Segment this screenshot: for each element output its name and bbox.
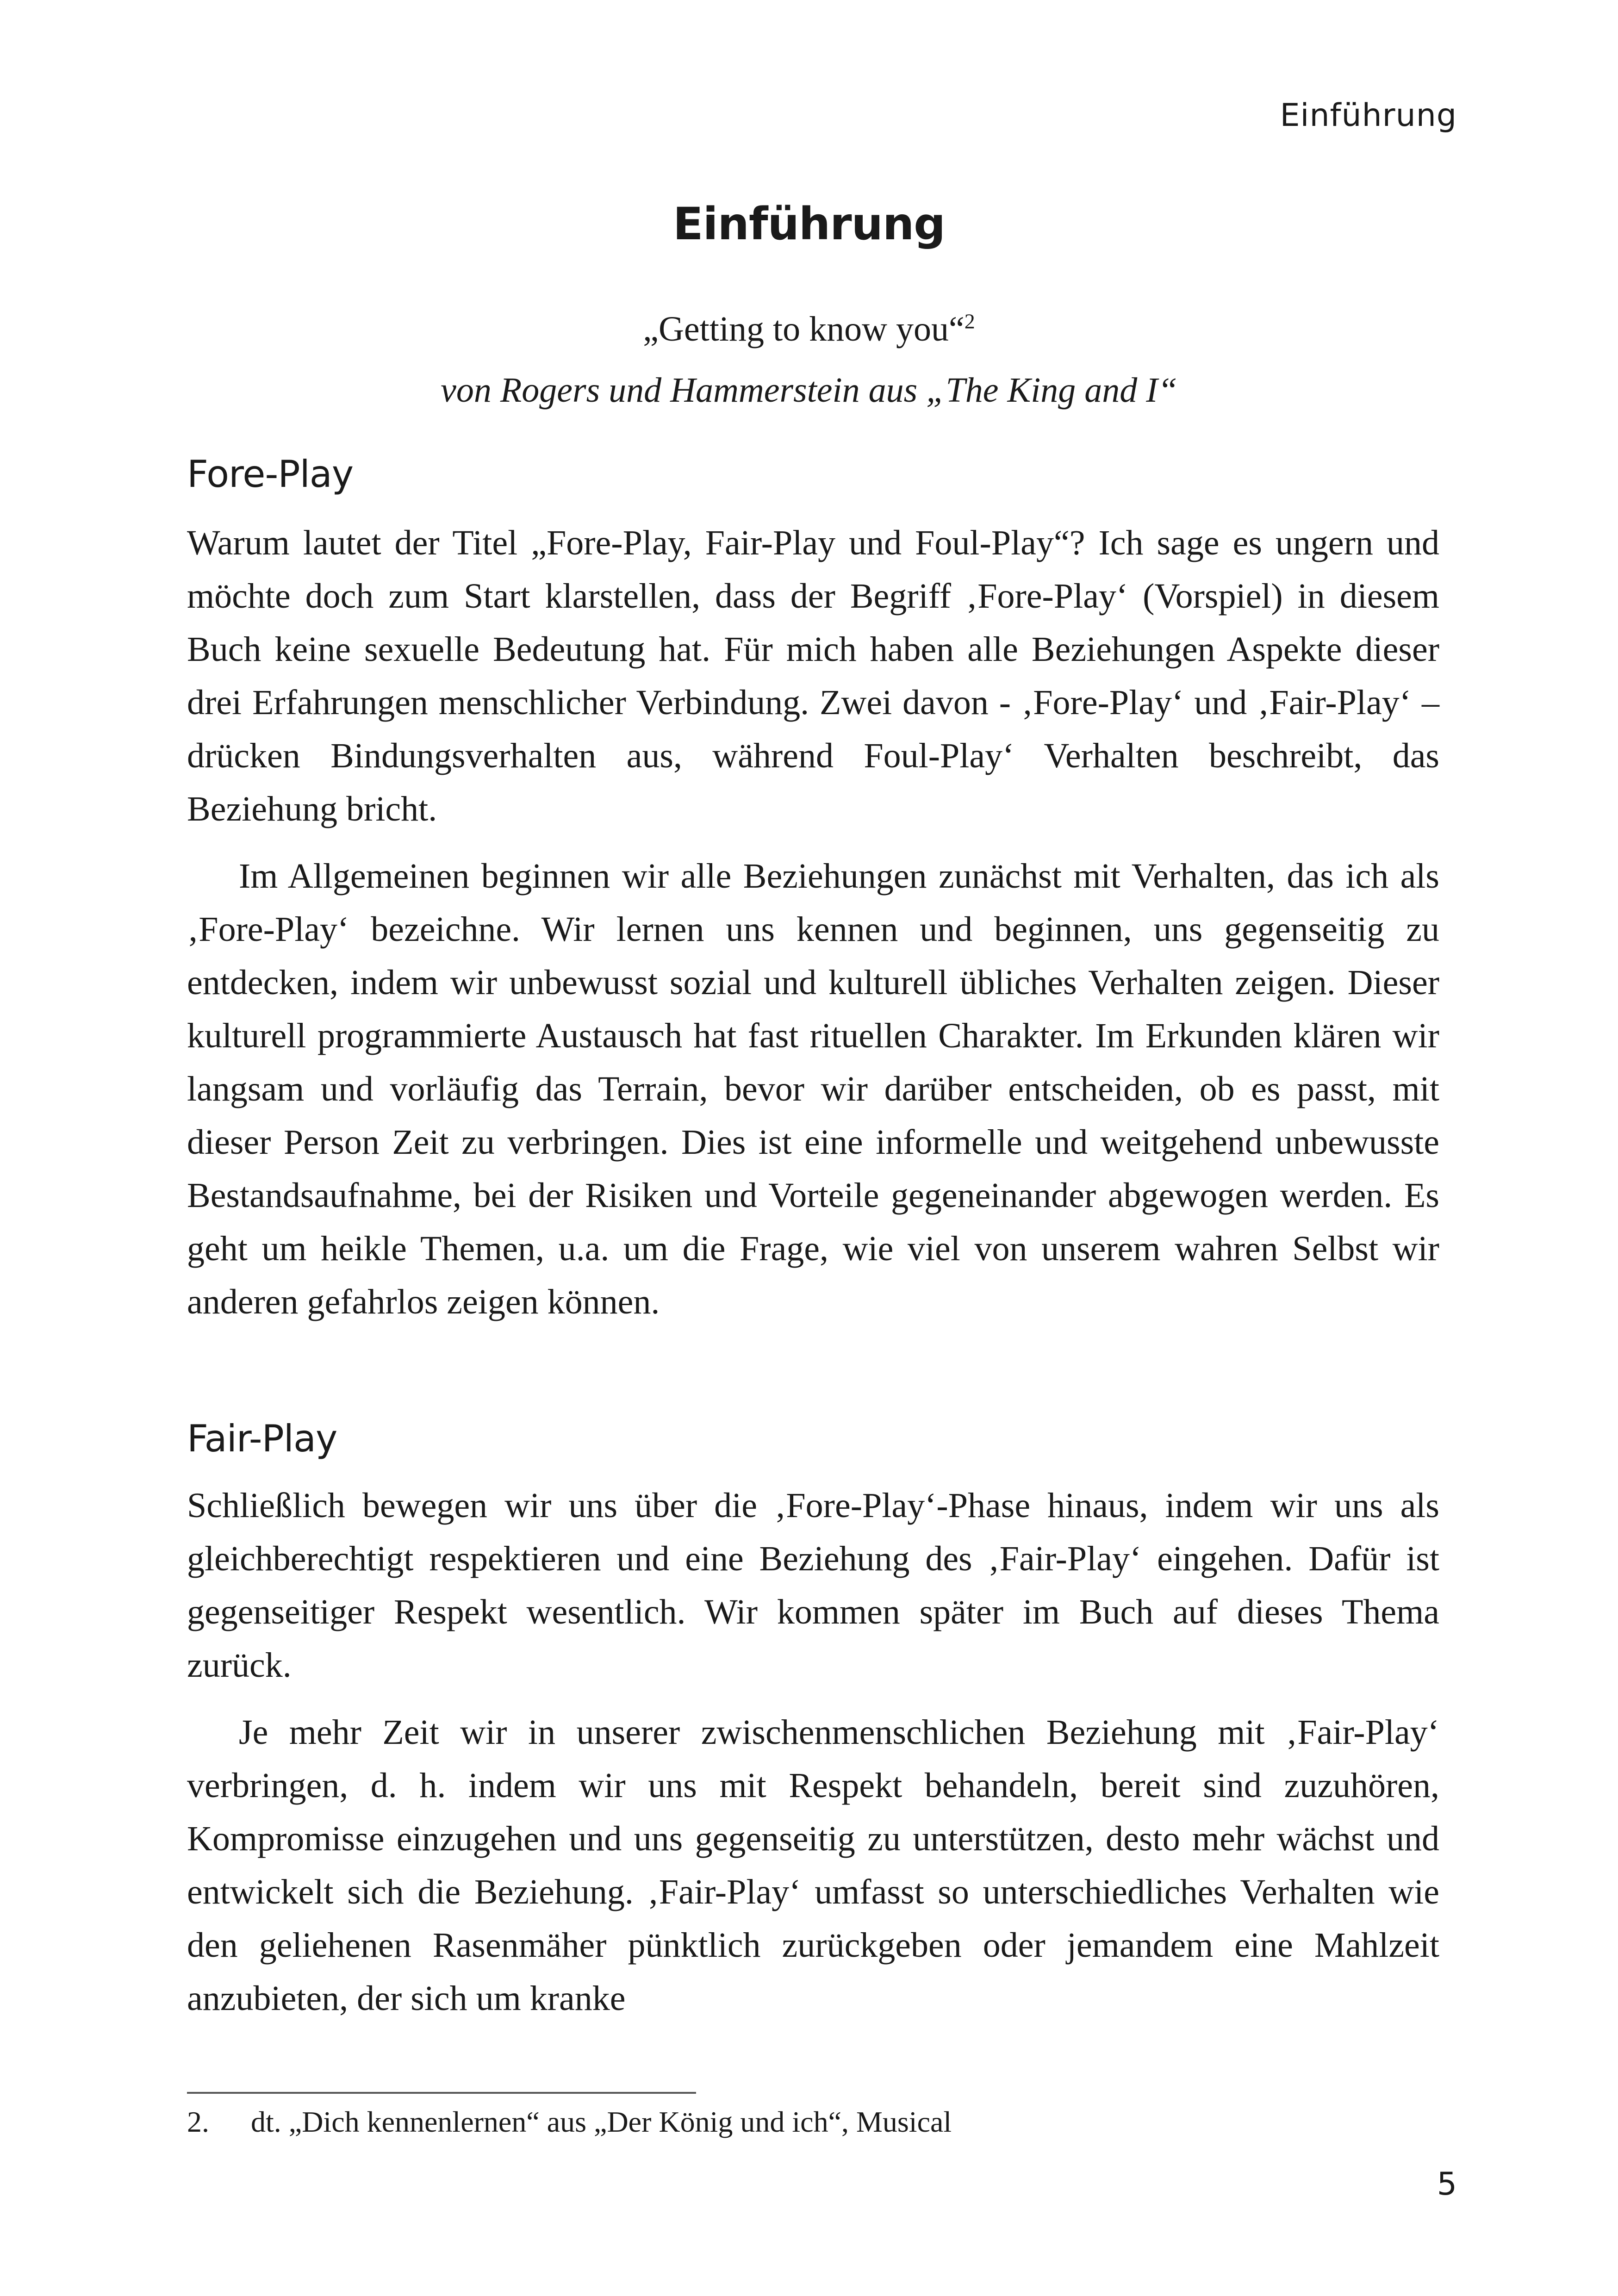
section-heading-fore-play: Fore-Play xyxy=(187,453,354,496)
footnote-divider xyxy=(187,2092,696,2094)
chapter-title: Einführung xyxy=(672,198,946,250)
section-heading-fair-play: Fair-Play xyxy=(187,1417,337,1460)
footnote-text: dt. „Dich kennenlernen“ aus „Der König und ich“, Musical xyxy=(251,2105,952,2138)
running-head: Einführung xyxy=(1280,97,1457,134)
epigraph-quote xyxy=(185,309,1433,349)
epigraph-quote-text: „Getting to know you“ xyxy=(643,310,965,348)
epigraph-attribution: von Rogers und Hammerstein aus „The King and I“ xyxy=(441,371,1177,410)
footnote-number: 2. xyxy=(187,2105,209,2138)
paragraph: Warum lautet der Titel „Fore-Play, Fair-Play und Foul-Play“? Ich sage es ungern und möchte doch zum Start klarstellen, dass der Begriff ‚Fore-Play‘ (Vorspiel) in diesem Buch keine sexuelle Bedeutung hat. Für mich haben alle Beziehungen Aspekte dieser drei Erfahrungen menschlicher Verbindung. Zwei davon - ‚Fore-Play‘ und ‚Fair-Play‘ – drücken Bindungsverhalten aus, während Foul-Play‘ Verhalten beschreibt, das Beziehung bricht. xyxy=(187,523,1439,828)
paragraph: Je mehr Zeit wir in unserer zwischenmenschlichen Beziehung mit ‚Fair-Play‘ verbringen, d. h. indem wir uns mit Respekt behandeln, bereit sind zuzuhören, Kompromisse einzugehen und uns gegenseitig zu unterstützen, desto mehr wächst und entwickelt sich die Beziehung. ‚Fair-Play‘ umfasst so unterschiedliches Verhalten wie den geliehenen Rasenmäher pünktlich zurückgeben oder jemandem eine Mahlzeit anzubieten, der sich um kranke xyxy=(187,1713,1439,2018)
paragraph: Im Allgemeinen beginnen wir alle Beziehungen zunächst mit Verhalten, das ich als ‚Fore-Play‘ bezeichne. Wir lernen uns kennen und beginnen, uns gegenseitig zu entdecken, indem wir unbewusst sozial und kulturell übliches Verhalten zeigen. Dieser kulturell programmierte Austausch hat fast rituellen Charakter. Im Erkunden klären wir langsam und vorläufig das Terrain, bevor wir darüber entscheiden, ob es passt, mit dieser Person Zeit zu verbringen. Dies ist eine informelle und weitgehend unbewusste Bestandsaufnahme, bei der Risiken und Vorteile gegeneinander abgewogen werden. Es geht um heikle Themen, u.a. um die Frage, wie viel von unserem wahren Selbst wir anderen gefahrlos zeigen können. xyxy=(187,857,1439,1321)
page-number: 5 xyxy=(1437,2166,1457,2203)
paragraph: Schließlich bewegen wir uns über die ‚Fore-Play‘-Phase hinaus, indem wir uns als gleichberechtigt respektieren und eine Beziehung des ‚Fair-Play‘ eingehen. Dafür ist gegenseitiger Respekt wesentlich. Wir kommen später im Buch auf dieses Thema zurück. xyxy=(187,1486,1439,1685)
footnote-reference: 2 xyxy=(964,309,975,333)
footnote xyxy=(187,2105,952,2139)
